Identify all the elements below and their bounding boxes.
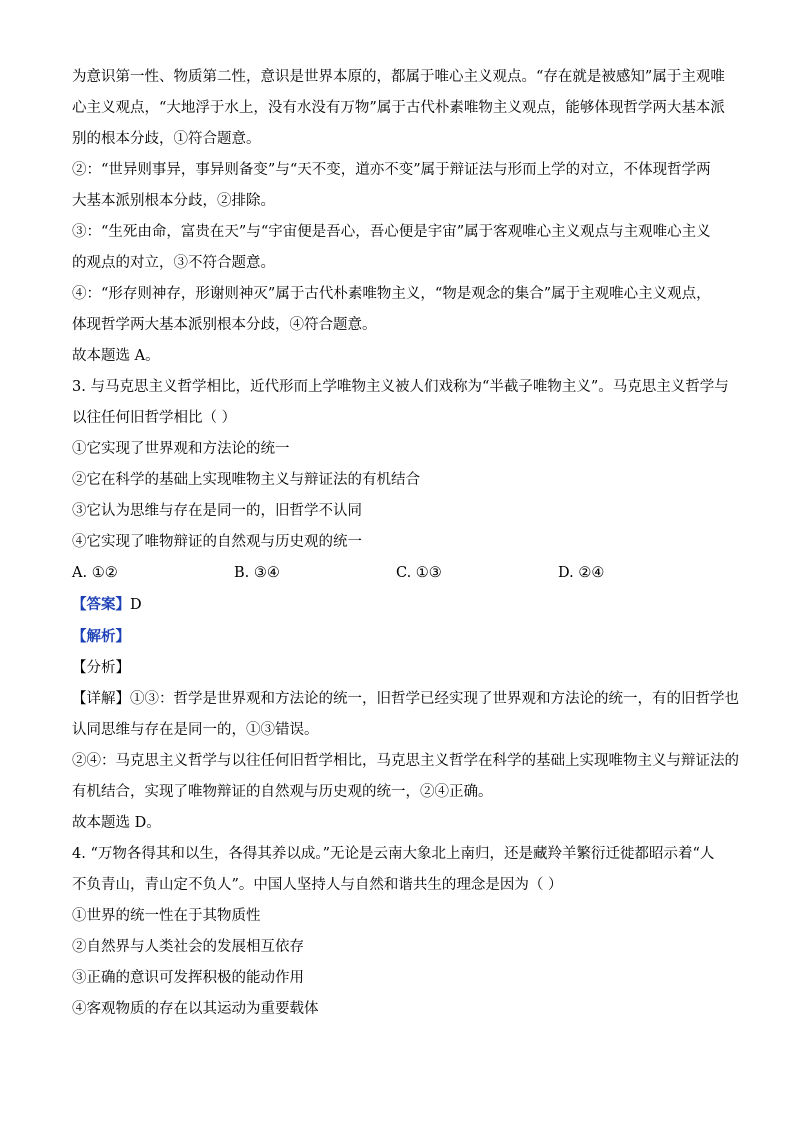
conclusion-line: 故本题选 D。 bbox=[72, 815, 161, 831]
detail-line: 认同思维与存在是同一的，①③错误。 bbox=[72, 722, 319, 738]
text-line: 体现哲学两大基本派别根本分歧，④符合题意。 bbox=[72, 317, 377, 333]
detail-label: 【详解】 bbox=[72, 691, 130, 707]
fenxi-line bbox=[72, 653, 722, 684]
question-3-options bbox=[72, 558, 722, 589]
text-line: 别的根本分歧，①符合题意。 bbox=[72, 131, 261, 147]
analysis-label: 【解析】 bbox=[72, 628, 130, 645]
question-3-statement-1: ①它实现了世界观和方法论的统一 bbox=[72, 441, 290, 457]
text-line: ④：“形存则神存，形谢则神灭”属于古代朴素唯物主义，“物是观念的集合”属于主观唯心主义观点， bbox=[72, 286, 711, 302]
question-4-statement-3: ③正确的意识可发挥积极的能动作用 bbox=[72, 970, 304, 986]
text-line: 的观点的对立，③不符合题意。 bbox=[72, 255, 275, 271]
detail-line: ②④：马克思主义哲学与以往任何旧哲学相比，马克思主义哲学在科学的基础上实现唯物主义与辩证法的 bbox=[72, 753, 739, 769]
detail-line bbox=[72, 684, 739, 715]
question-3-stem: 3. 与马克思主义哲学相比，近代形而上学唯物主义被人们戏称为“半截子唯物主义”。马克思主义哲学与 bbox=[72, 379, 729, 395]
answer-label: 【答案】 bbox=[72, 596, 130, 613]
option-c: C. ①③ bbox=[396, 565, 442, 581]
text-line: ②：“世异则事异，事异则备变”与“天不变，道亦不变”属于辩证法与形而上学的对立，不体现哲学两 bbox=[72, 162, 711, 178]
question-4-statement-4: ④客观物质的存在以其运动为重要载体 bbox=[72, 1001, 319, 1017]
fenxi-label: 【分析】 bbox=[72, 660, 130, 676]
question-3-statement-3: ③它认为思维与存在是同一的，旧哲学不认同 bbox=[72, 503, 362, 519]
text-line: 大基本派别根本分歧，②排除。 bbox=[72, 193, 275, 209]
text-line: ③：“生死由命，富贵在天”与“宇宙便是吾心，吾心便是宇宙”属于客观唯心主义观点与主观唯心主义 bbox=[72, 224, 711, 240]
question-4-statement-1: ①世界的统一性在于其物质性 bbox=[72, 908, 261, 924]
text-line: 心主义观点，“大地浮于水上，没有水没有万物”属于古代朴素唯物主义观点，能够体现哲学两大基本派 bbox=[72, 100, 725, 116]
question-4-stem: 不负青山，青山定不负人”。中国人坚持人与自然和谐共生的理念是因为（ ） bbox=[72, 877, 563, 893]
question-3-statement-2: ②它在科学的基础上实现唯物主义与辩证法的有机结合 bbox=[72, 472, 420, 488]
option-d: D. ②④ bbox=[558, 565, 605, 581]
detail-line: 有机结合，实现了唯物辩证的自然观与历史观的统一，②④正确。 bbox=[72, 784, 493, 800]
option-b: B. ③④ bbox=[234, 565, 280, 581]
conclusion-line: 故本题选 A。 bbox=[72, 348, 160, 364]
text-line: 为意识第一性、物质第二性，意识是世界本原的，都属于唯心主义观点。“存在就是被感知”属于主观唯 bbox=[72, 69, 725, 85]
answer-value: D bbox=[130, 597, 142, 613]
answer-line bbox=[72, 589, 722, 621]
detail-text: ①③：哲学是世界观和方法论的统一，旧哲学已经实现了世界观和方法论的统一，有的旧哲学也 bbox=[130, 691, 739, 707]
question-3-statement-4: ④它实现了唯物辩证的自然观与历史观的统一 bbox=[72, 534, 362, 550]
option-a: A. ①② bbox=[72, 565, 118, 581]
question-3-stem: 以往任何旧哲学相比（ ） bbox=[72, 410, 237, 426]
question-4-statement-2: ②自然界与人类社会的发展相互依存 bbox=[72, 939, 304, 955]
question-4-stem: 4. “万物各得其和以生，各得其养以成。”无论是云南大象北上南归，还是藏羚羊繁衍迁徙都昭示着“人 bbox=[72, 846, 715, 862]
analysis-line bbox=[72, 621, 722, 653]
